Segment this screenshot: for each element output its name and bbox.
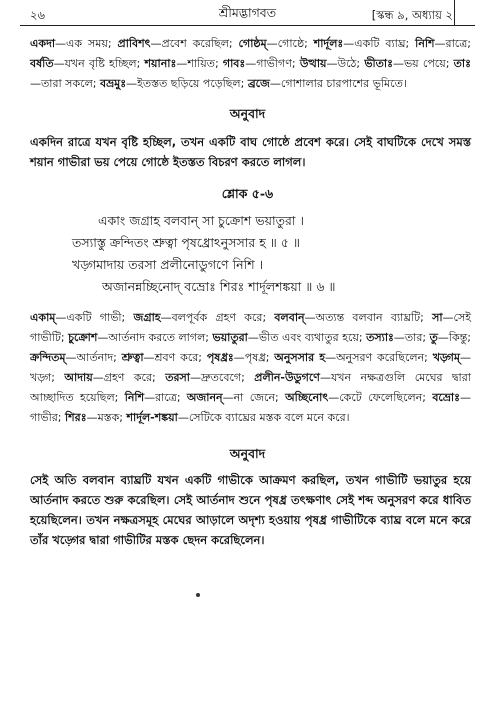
term: ক্রন্দিতম্ bbox=[30, 351, 66, 364]
term-meaning: —একটি গাভী; bbox=[55, 311, 134, 324]
term-meaning: —অনুসরণ করেছিলেন; bbox=[325, 351, 433, 364]
verse-line-2: তস্যাস্তু ক্রন্দিতং শ্রুত্বা পৃষধ্রোঽনুসসার হ ॥ ৫ ॥ bbox=[72, 235, 300, 250]
verse-line-1: একাং জগ্রাহ বলবান্ সা চুক্রোশ ভয়াতুরা । bbox=[98, 213, 304, 228]
term: জগ্রাহ bbox=[133, 311, 161, 324]
term-meaning: —না জেনে; bbox=[222, 391, 286, 404]
term-meaning: —সেটিকে ব্যাঘ্রের মস্তক বলে মনে করে। bbox=[177, 411, 350, 424]
section-indicator: [স্কন্ধ ৯, অধ্যায় ২ bbox=[371, 8, 453, 22]
print-speck bbox=[196, 593, 200, 597]
term: চুক্রোশ bbox=[68, 331, 98, 344]
term: সা bbox=[432, 311, 443, 324]
translation-2: সেই অতি বলবান ব্যাঘ্রটি যখন একটি গাভীকে আক্রমণ করছিল, তখন গাভীটি ভয়াতুর হয়ে আর্তনাদ করতে শুরু করেছিল। সেই আর্তনাদ শুনে পৃষধ্র তৎক্ষণাৎ সেই শব্দ অনুসরণ করে ধাবিত হয়েছিলেন। তখন নক্ষত্রসমূহ মেঘের আড়ালে অদৃশ্য হওয়ায় পৃষধ্র গাভীটিকে ব্যাঘ্র বলে মনে করে তাঁর খড়্গের দ্বারা গাভীটির মস্তক ছেদন করেছিলেন। bbox=[30, 473, 471, 547]
term-meaning: —তারা সকলে; bbox=[30, 77, 100, 90]
term-meaning: —পৃষধ্র; bbox=[233, 351, 275, 364]
page-number: ২৬ bbox=[30, 8, 45, 22]
term-meaning: —তার; bbox=[393, 331, 430, 344]
term-meaning: —রাত্রে; bbox=[144, 391, 187, 404]
term-meaning: —ইতস্তত ছড়িয়ে পড়েছিল; bbox=[126, 77, 248, 90]
term-meaning: —ভীত এবং ব্যথাতুর হয়ে; bbox=[247, 331, 367, 344]
term-meaning: —উঠে; bbox=[326, 57, 365, 70]
header-rule bbox=[20, 25, 475, 26]
term-meaning: —কিন্তু; bbox=[437, 331, 472, 344]
page-header bbox=[20, 0, 475, 28]
term: শয়ানাঃ bbox=[144, 57, 177, 70]
term-meaning: —সেই গাভীটি; bbox=[30, 311, 471, 344]
term-meaning: —মস্তক; bbox=[86, 411, 127, 424]
term: তাঃ bbox=[453, 57, 471, 70]
term-meaning: —গোষ্ঠে; bbox=[266, 37, 314, 50]
term-meaning: —গোশালার চারপাশের ভূমিতে। bbox=[269, 77, 407, 90]
verse-heading: শ্লোক ৫-৬ bbox=[221, 186, 274, 201]
term-meaning: —যখন বৃষ্টি হচ্ছিল; bbox=[53, 57, 145, 70]
term-meaning: —বলপূর্বক গ্রহণ করে; bbox=[160, 311, 275, 324]
term: পৃষধ্রঃ bbox=[206, 351, 234, 364]
term-meaning: —আর্তনাদ করতে লাগল; bbox=[97, 331, 213, 344]
word-meanings-2 bbox=[20, 308, 475, 428]
term-meaning: —রাত্রে; bbox=[434, 37, 471, 50]
verse-line-3: খড়্গমাদায় তরসা প্রলীনোডুগণে নিশি । bbox=[72, 257, 264, 272]
term: ব্রজে bbox=[247, 77, 270, 90]
term: গোষ্ঠম্ bbox=[238, 37, 267, 50]
term: তু bbox=[429, 331, 438, 344]
term: অজানন্ bbox=[186, 391, 223, 404]
term: ভয়াতুরা bbox=[212, 331, 248, 344]
term: শিরঃ bbox=[65, 411, 87, 424]
term-meaning: —এক সময়; bbox=[55, 37, 118, 50]
term: গাবঃ bbox=[222, 57, 246, 70]
term-meaning: —শায়িত; bbox=[176, 57, 223, 70]
term-meaning: —শ্রবণ করে; bbox=[143, 351, 207, 364]
term-meaning: —ভয় পেয়ে; bbox=[392, 57, 454, 70]
verse-block bbox=[20, 210, 475, 298]
term: প্রাবিশৎ bbox=[117, 37, 151, 50]
term: বভ্রমুঃ bbox=[99, 77, 127, 90]
term: নিশি bbox=[415, 37, 435, 50]
term-meaning: —প্রবেশ করেছিল; bbox=[150, 37, 239, 50]
term-meaning: —দ্রুতবেগে; bbox=[190, 371, 255, 384]
term-meaning: —খড়্গ; bbox=[30, 351, 472, 384]
term: আদায় bbox=[64, 371, 93, 384]
term: শার্দূলঃ bbox=[313, 37, 344, 50]
word-meanings-1 bbox=[20, 34, 475, 94]
term: অচ্ছিনোৎ bbox=[285, 391, 329, 404]
term-meaning: —গ্রহণ করে; bbox=[92, 371, 166, 384]
header-rule-cap bbox=[454, 0, 455, 25]
term: প্রলীন-উডুগণে bbox=[254, 371, 320, 384]
term-meaning: —যখন নক্ষত্রগুলি মেঘের দ্বারা আচ্ছাদিত হয়েছিল; bbox=[30, 371, 471, 404]
term-meaning: —একটি ব্যাঘ্র; bbox=[343, 37, 416, 50]
term-meaning: —অত্যন্ত বলবান ব্যাঘ্রটি; bbox=[304, 311, 433, 324]
term-meaning: —আর্তনাদ; bbox=[65, 351, 122, 364]
term: নিশি bbox=[124, 391, 145, 404]
translation-heading-1: অনুবাদ bbox=[229, 106, 266, 121]
term: বলবান্ bbox=[274, 311, 305, 324]
term: বভ্রোঃ bbox=[432, 391, 460, 404]
term: ভীতাঃ bbox=[364, 57, 393, 70]
term: তস্যাঃ bbox=[366, 331, 394, 344]
term: শ্রুত্বা bbox=[121, 351, 144, 364]
term-meaning: —কেটে ফেলেছিলেন; bbox=[328, 391, 433, 404]
translation-1: একদিন রাত্রে যখন বৃষ্টি হচ্ছিল, তখন একটি বাঘ গোষ্ঠে প্রবেশ করে। সেই বাঘটিকে দেখে সমস্ত শয়ান গাভীরা ভয় পেয়ে গোষ্ঠে ইতস্তত বিচরণ করতে লাগল। bbox=[30, 135, 471, 169]
verse-line-4: অজানন্নচ্ছিনোদ্ বভ্রোঃ শিরঃ শার্দূলশঙ্কয়া ॥ ৬ ॥ bbox=[102, 279, 336, 294]
term: বর্ষতি bbox=[30, 57, 54, 70]
term: একাম্ bbox=[30, 311, 56, 324]
term-meaning: —গাভীর; bbox=[30, 391, 471, 424]
term: তরসা bbox=[165, 371, 190, 384]
book-title: শ্রীমদ্ভাগবত bbox=[218, 5, 277, 20]
term: অনুসসার হ bbox=[274, 351, 326, 364]
term-meaning: —গাভীগণ; bbox=[245, 57, 300, 70]
term: খড়্গম্ bbox=[432, 351, 461, 364]
term: শার্দূল-শঙ্কয়া bbox=[126, 411, 178, 424]
translation-heading-2: অনুবাদ bbox=[229, 446, 266, 461]
term: একদা bbox=[30, 37, 56, 50]
term: উত্থায় bbox=[299, 57, 327, 70]
